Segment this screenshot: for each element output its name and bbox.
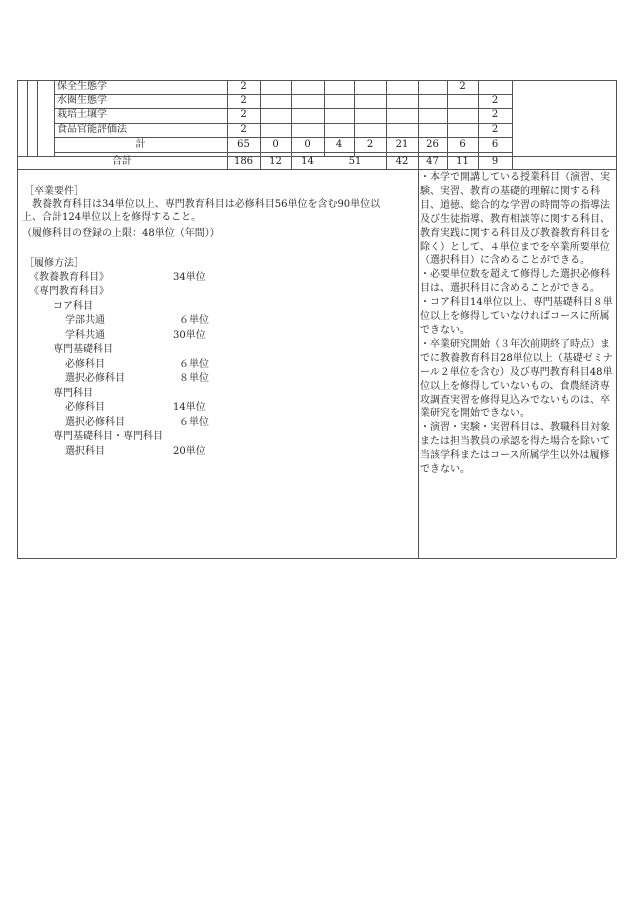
method-label: 専門科目	[53, 388, 93, 399]
subtotal-cell: 0	[272, 139, 279, 150]
method-value: ６単位	[179, 417, 209, 428]
subtotal-cell: 26	[426, 139, 439, 150]
table-line	[17, 169, 616, 170]
method-label: 選択必修科目	[65, 417, 125, 428]
total-cell: 14	[301, 156, 314, 167]
method-label: 必修科目	[65, 402, 105, 413]
method-label: 学部共通	[65, 315, 105, 326]
table-line	[17, 80, 18, 558]
method-label: 《専門教育科目》	[29, 286, 109, 297]
method-value: 14単位	[173, 402, 206, 413]
method-value: ６単位	[179, 315, 209, 326]
credit-cell: 2	[240, 124, 247, 135]
method-value: 30単位	[173, 330, 206, 341]
method-label: 選択科目	[65, 446, 105, 457]
table-line	[54, 108, 512, 109]
course-name: 保全生態学	[57, 81, 107, 92]
note-item: ・卒業研究開始（３年次前期終了時点）までに教養教育科目28単位以上（基礎ゼミナール２単位を含む）及び専門教育科目48単位以上を修得していないもの、食農経済専攻調査実習を修得見込みでないものは、卒業研究を開始できない。	[420, 338, 613, 420]
credit-cell: 2	[240, 95, 247, 106]
subtotal-cell: 0	[304, 139, 311, 150]
table-line	[616, 80, 617, 558]
method-value: ６単位	[179, 359, 209, 370]
note-item: ・演習・実験・実習科目は、教職科目対象または担当教員の承認を得た場合を除いて当該学科またはコース所属学生以外は履修できない。	[420, 422, 610, 476]
course-name: 水圏生態学	[57, 95, 107, 106]
credit-cell: 2	[491, 124, 499, 135]
credit-cell: 2	[491, 109, 499, 120]
subtotal-cell: 2	[366, 139, 374, 150]
subtotal-cell: 6	[491, 139, 499, 150]
method-label: 学科共通	[65, 330, 105, 341]
table-line	[37, 80, 38, 156]
method-value: 20単位	[173, 446, 206, 457]
credit-cell: 2	[491, 95, 499, 106]
requirements-text: （履修科目の登録の上限：48単位（年間））	[22, 228, 220, 239]
note-item: ・必要単位数を超えて修得した選択必修科目は、選択科目に含めることができる。	[420, 269, 610, 295]
note-item: ・本学で開講している授業科目（演習、実験、実習、教育の基礎的理解に関する科目、道徳、総合的な学習の時間等の指導法及び生徒指導、教育相談等に関する科目、教育実践に関する科目及び教養教育科目を除く）として、４単位までを卒業所要単位（選択科目）に含めることができる。	[420, 172, 610, 267]
method-label: 必修科目	[65, 359, 105, 370]
method-heading: ［履修方法］	[24, 258, 84, 269]
table-line	[54, 94, 512, 95]
method-label: 専門基礎科目・専門科目	[53, 431, 163, 442]
subtotal-cell: 21	[395, 139, 409, 150]
credit-cell: 2	[240, 109, 247, 120]
subtotal-cell: 4	[335, 139, 343, 150]
table-line	[17, 558, 616, 559]
subtotal-cell: 65	[237, 139, 250, 150]
total-cell: 11	[456, 156, 469, 167]
method-label: 専門基礎科目	[53, 344, 113, 355]
requirements-text: 教養教育科目は34単位以上、専門教育科目は必修科目56単位を含む90単位以	[22, 199, 381, 210]
method-label: コア科目	[53, 301, 93, 312]
note-item: ・コア科目14単位以上、専門基礎科目８単位以上を修得していなければコースに所属できない。	[420, 297, 613, 336]
table-line	[512, 80, 513, 169]
course-name: 栽培土壌学	[57, 109, 107, 120]
total-label: 合計	[112, 156, 132, 167]
total-cell: 9	[491, 156, 499, 167]
requirements-text: 上、合計124単位以上を修得すること。	[22, 212, 202, 223]
subtotal-cell: 6	[459, 139, 466, 150]
total-cell: 51	[348, 156, 362, 167]
method-value: ８単位	[179, 373, 209, 384]
method-label: 《教養教育科目》	[29, 272, 109, 283]
total-cell: 47	[426, 156, 439, 167]
requirements-heading: ［卒業要件］	[24, 186, 84, 197]
table-line	[27, 80, 28, 156]
credit-cell: 2	[240, 81, 247, 92]
method-label: 選択必修科目	[65, 373, 125, 384]
subtotal-label: 計	[135, 139, 146, 150]
total-cell: 12	[269, 156, 282, 167]
total-cell: 42	[395, 156, 409, 167]
method-value: 34単位	[173, 272, 206, 283]
notes-column	[420, 171, 616, 477]
credit-cell: 2	[459, 81, 466, 92]
table-line	[54, 152, 512, 153]
total-cell: 186	[233, 156, 254, 167]
course-name: 食品官能評価法	[57, 124, 127, 135]
